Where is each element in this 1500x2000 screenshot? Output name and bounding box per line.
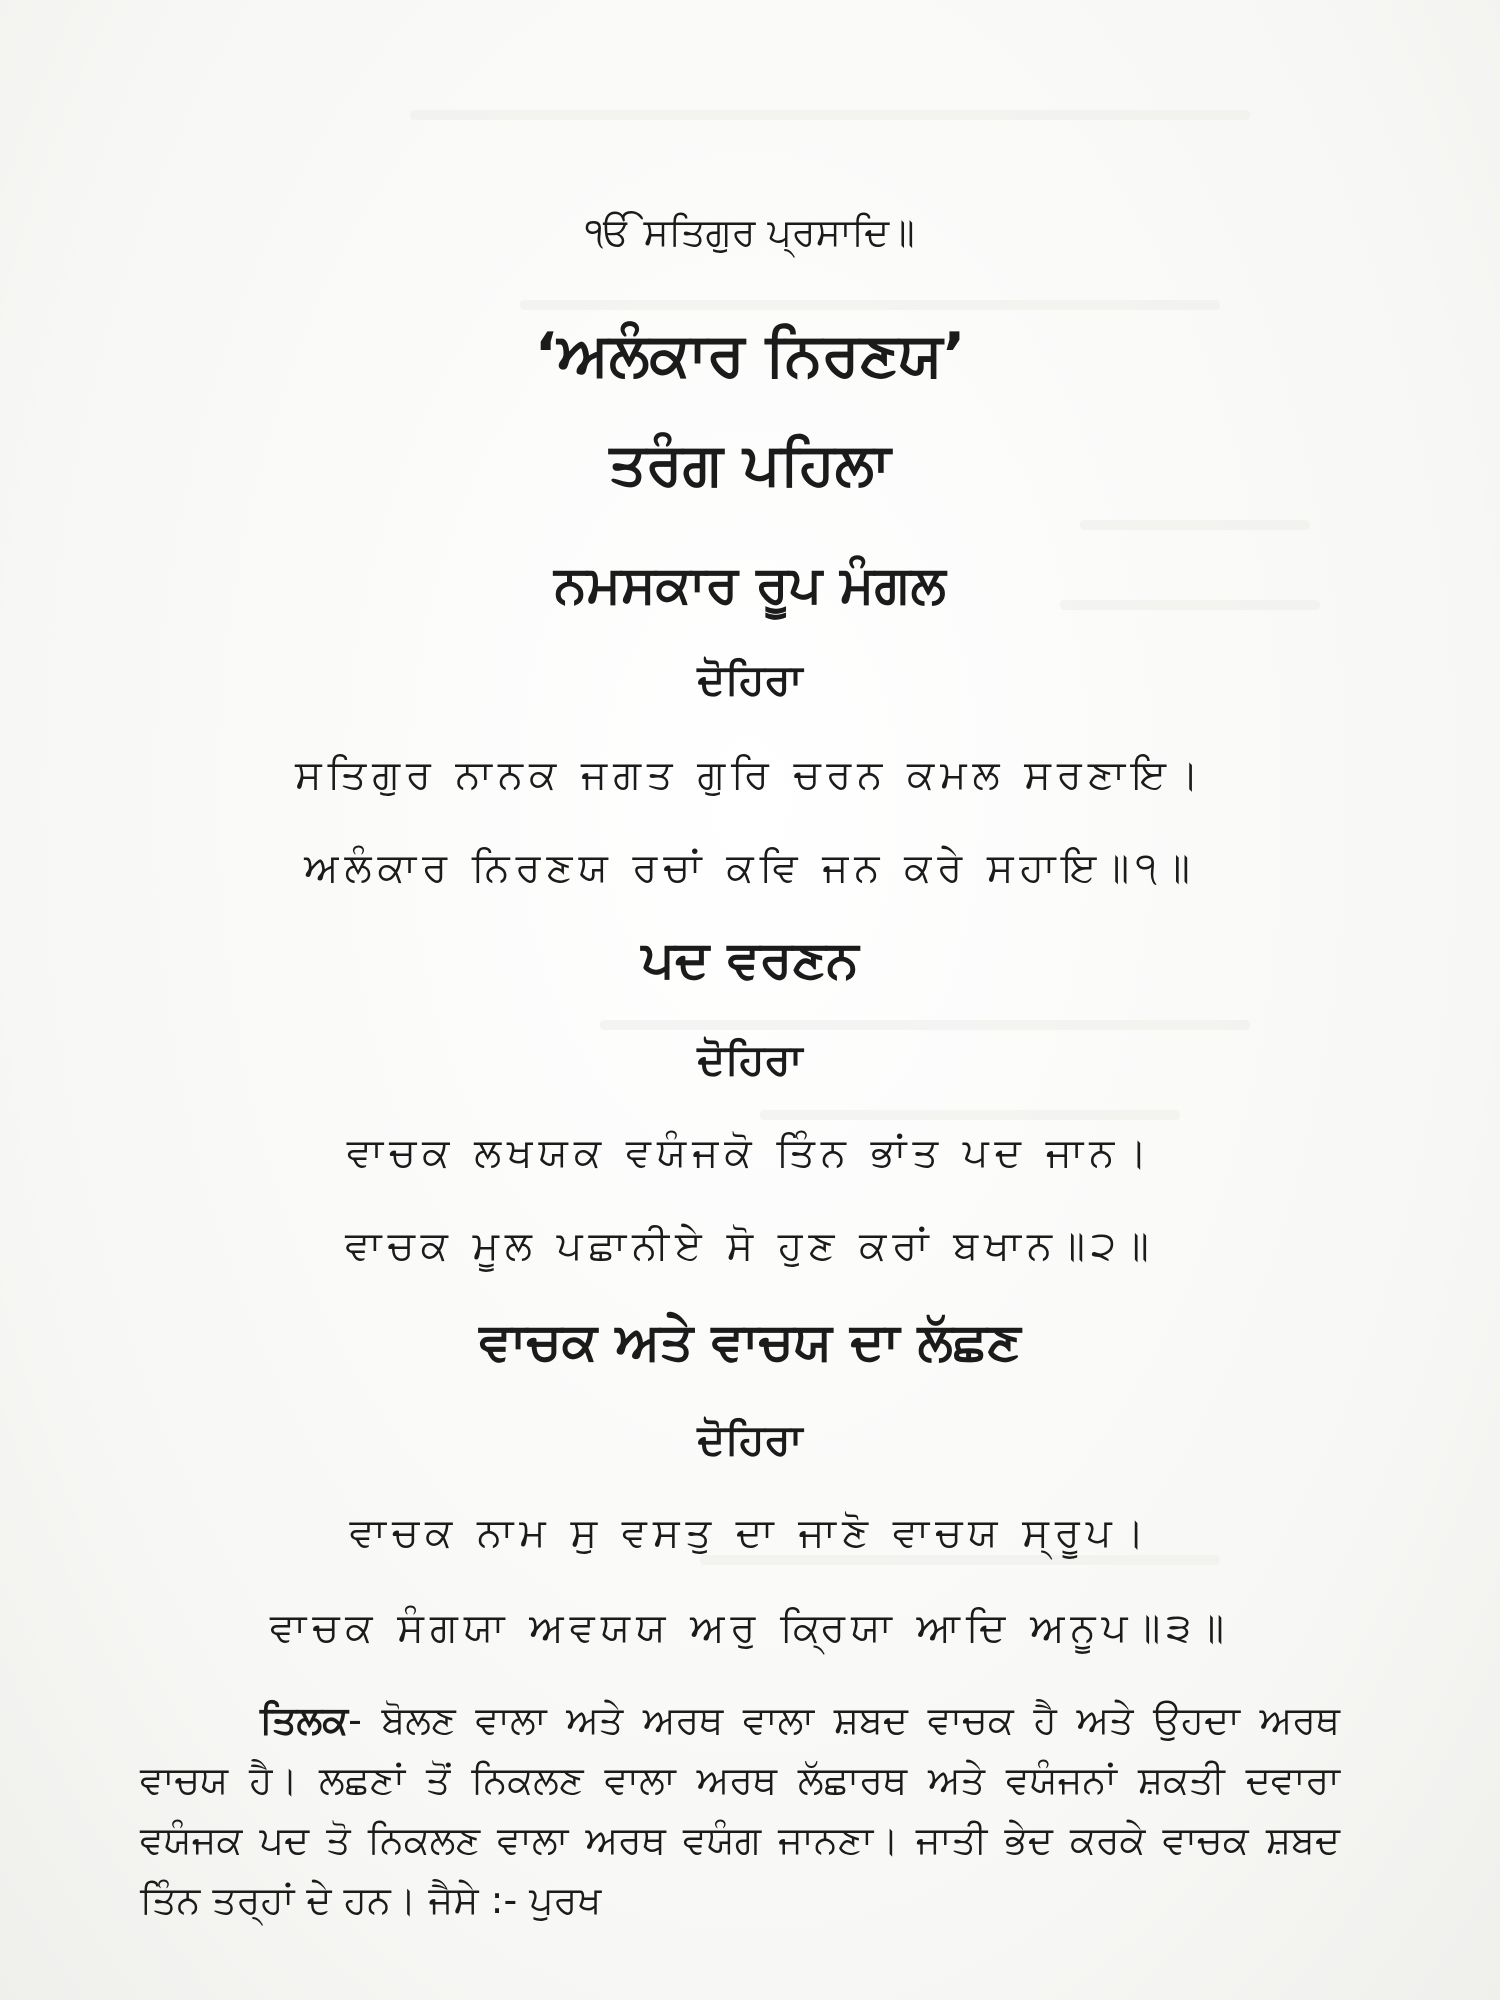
verse-type-label: ਦੋਹਿਰਾ <box>697 1415 803 1464</box>
chapter-heading: ਤਰੰਗ ਪਹਿਲਾ <box>609 430 891 498</box>
verse-line: ਅਲੰਕਾਰ ਨਿਰਣਯ ਰਚਾਂ ਕਵਿ ਜਨ ਕਰੇ ਸਹਾਇ॥੧॥ <box>304 845 1196 891</box>
invocation: ੴ ਸਤਿਗੁਰ ਪ੍ਰਸਾਦਿ॥ <box>585 210 915 254</box>
verse-type-label: ਦੋਹਿਰਾ <box>697 1035 803 1084</box>
verse-line: ਵਾਚਕ ਸੰਗਯਾ ਅਵਯਯ ਅਰੁ ਕ੍ਰਿਯਾ ਆਦਿ ਅਨੂਪ॥੩॥ <box>269 1605 1231 1651</box>
bleed-through-mark <box>410 110 1250 120</box>
commentary-label: ਤਿਲਕ <box>260 1698 349 1742</box>
bleed-through-mark <box>760 1110 1180 1120</box>
verse-line: ਵਾਚਕ ਨਾਮ ਸੁ ਵਸਤੁ ਦਾ ਜਾਣੋ ਵਾਚਯ ਸ੍ਰੂਪ। <box>349 1510 1151 1556</box>
verse-type-label: ਦੋਹਿਰਾ <box>697 655 803 704</box>
verse-line: ਵਾਚਕ ਮੂਲ ਪਛਾਨੀਏ ਸੋ ਹੁਣ ਕਰਾਂ ਬਖਾਨ॥੨॥ <box>345 1223 1155 1269</box>
section-heading: ਵਾਚਕ ਅਤੇ ਵਾਚਯ ਦਾ ਲੱਛਣ <box>479 1312 1021 1372</box>
bleed-through-mark <box>700 1555 1220 1565</box>
commentary-paragraph <box>140 1690 1340 1930</box>
section-heading: ਨਮਸਕਾਰ ਰੂਪ ਮੰਗਲ <box>554 555 946 615</box>
commentary-text: - ਬੋਲਣ ਵਾਲਾ ਅਤੇ ਅਰਥ ਵਾਲਾ ਸ਼ਬਦ ਵਾਚਕ ਹੈ ਅਤੇ ਉਹਦਾ ਅਰਥ ਵਾਚਯ ਹੈ। ਲਛਣਾਂ ਤੋਂ ਨਿਕਲਣ ਵਾਲਾ ਅਰਥ ਲੱਛਾਰਥ ਅਤੇ ਵਯੰਜਨਾਂ ਸ਼ਕਤੀ ਦਵਾਰਾ ਵਯੰਜਕ ਪਦ ਤੋ ਨਿਕਲਣ ਵਾਲਾ ਅਰਥ ਵਯੰਗ ਜਾਨਣਾ। ਜਾਤੀ ਭੇਦ ਕਰਕੇ ਵਾਚਕ ਸ਼ਬਦ ਤਿੰਨ ਤਰ੍ਹਾਂ ਦੇ ਹਨ। ਜੈਸੇ :- ਪੁਰਖ <box>140 1698 1340 1922</box>
bleed-through-mark <box>520 300 1220 310</box>
section-heading: ਪਦ ਵਰਣਨ <box>641 930 859 990</box>
page-title: ‘ਅਲੰਕਾਰ ਨਿਰਣਯ’ <box>534 320 966 390</box>
bleed-through-mark <box>1080 520 1310 530</box>
bleed-through-mark <box>600 1020 1250 1030</box>
verse-line: ਵਾਚਕ ਲਖਯਕ ਵਯੰਜਕੋ ਤਿੰਨ ਭਾਂਤ ਪਦ ਜਾਨ। <box>346 1130 1154 1176</box>
verse-line: ਸਤਿਗੁਰ ਨਾਨਕ ਜਗਤ ਗੁਰਿ ਚਰਨ ਕਮਲ ਸਰਣਾਇ। <box>295 752 1205 798</box>
